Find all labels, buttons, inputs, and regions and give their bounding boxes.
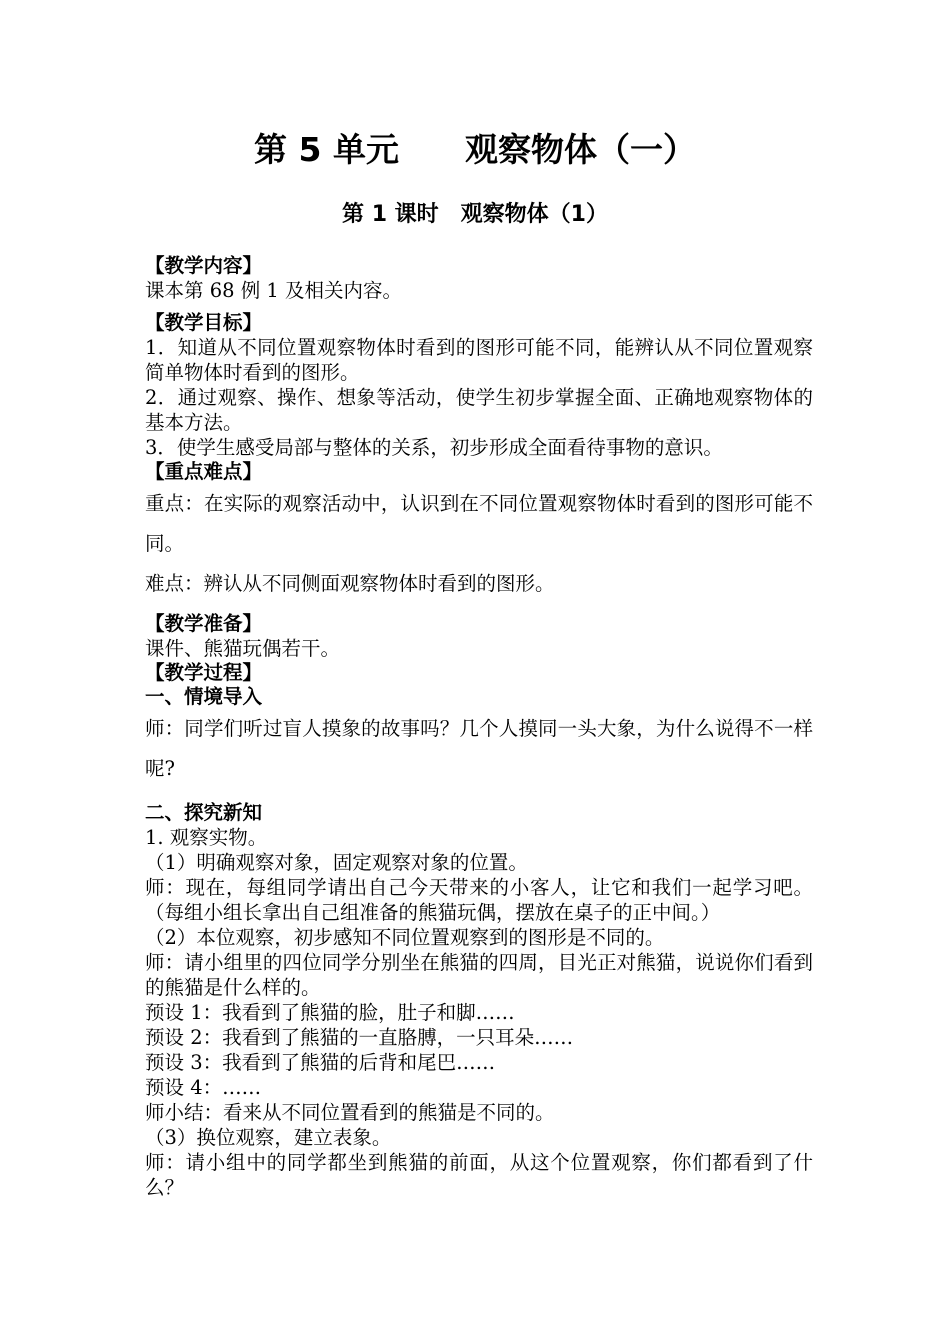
unit-title: 第 5 单元 观察物体（一） — [254, 130, 696, 169]
process-part2-heading: 二、探究新知 — [145, 801, 263, 824]
goal-item-1: 1．知道从不同位置观察物体时看到的图形可能不同，能辨认从不同位置观察简单物体时看到的图形。 — [145, 336, 813, 384]
process-part1-text: 师：同学们听过盲人摸象的故事吗？几个人摸同一头大象，为什么说得不一样呢? — [145, 717, 813, 780]
prep-text: 课件、熊猫玩偶若干。 — [145, 637, 341, 660]
process-line: （2）本位观察，初步感知不同位置观察到的图形是不同的。 — [145, 926, 665, 949]
section-heading-keypoints: 【重点难点】 — [145, 460, 263, 483]
process-part1-heading: 一、情境导入 — [145, 685, 263, 708]
section-heading-prep: 【教学准备】 — [145, 612, 263, 635]
section-heading-content: 【教学内容】 — [145, 254, 263, 277]
process-line: 师：请小组里的四位同学分别坐在熊猫的四周，目光正对熊猫，说说你们看到的熊猫是什么样的。 — [145, 951, 813, 999]
lesson-subtitle: 第 1 课时 观察物体（1） — [342, 202, 608, 227]
process-line: 师：现在，每组同学请出自己今天带来的小客人，让它和我们一起学习吧。（每组小组长拿出自己组准备的熊猫玩偶，摆放在桌子的正中间。） — [145, 876, 813, 924]
process-line: 预设 2：我看到了熊猫的一直胳膊，一只耳朵…… — [145, 1026, 574, 1049]
section-heading-process: 【教学过程】 — [145, 661, 263, 684]
difficulty-text: 难点：辨认从不同侧面观察物体时看到的图形。 — [145, 572, 555, 595]
goal-item-3: 3．使学生感受局部与整体的关系，初步形成全面看待事物的意识。 — [145, 436, 723, 459]
goal-item-2: 2．通过观察、操作、想象等活动，使学生初步掌握全面、正确地观察物体的基本方法。 — [145, 386, 813, 434]
content-text: 课本第 68 例 1 及相关内容。 — [145, 279, 403, 302]
process-line: （1）明确观察对象，固定观察对象的位置。 — [145, 851, 528, 874]
process-line: 预设 4：…… — [145, 1076, 262, 1099]
process-line: 预设 3：我看到了熊猫的后背和尾巴…… — [145, 1051, 496, 1074]
document-body — [145, 254, 813, 1200]
process-line: 师：请小组中的同学都坐到熊猫的前面，从这个位置观察，你们都看到了什么？ — [145, 1151, 813, 1199]
process-line: 预设 1：我看到了熊猫的脸，肚子和脚…… — [145, 1001, 515, 1024]
process-line: 1. 观察实物。 — [145, 826, 268, 849]
process-line: 师小结：看来从不同位置看到的熊猫是不同的。 — [145, 1101, 555, 1124]
section-heading-goals: 【教学目标】 — [145, 311, 263, 334]
process-line: （3）换位观察，建立表象。 — [145, 1126, 392, 1149]
key-point-text: 重点：在实际的观察活动中，认识到在不同位置观察物体时看到的图形可能不同。 — [145, 492, 813, 555]
